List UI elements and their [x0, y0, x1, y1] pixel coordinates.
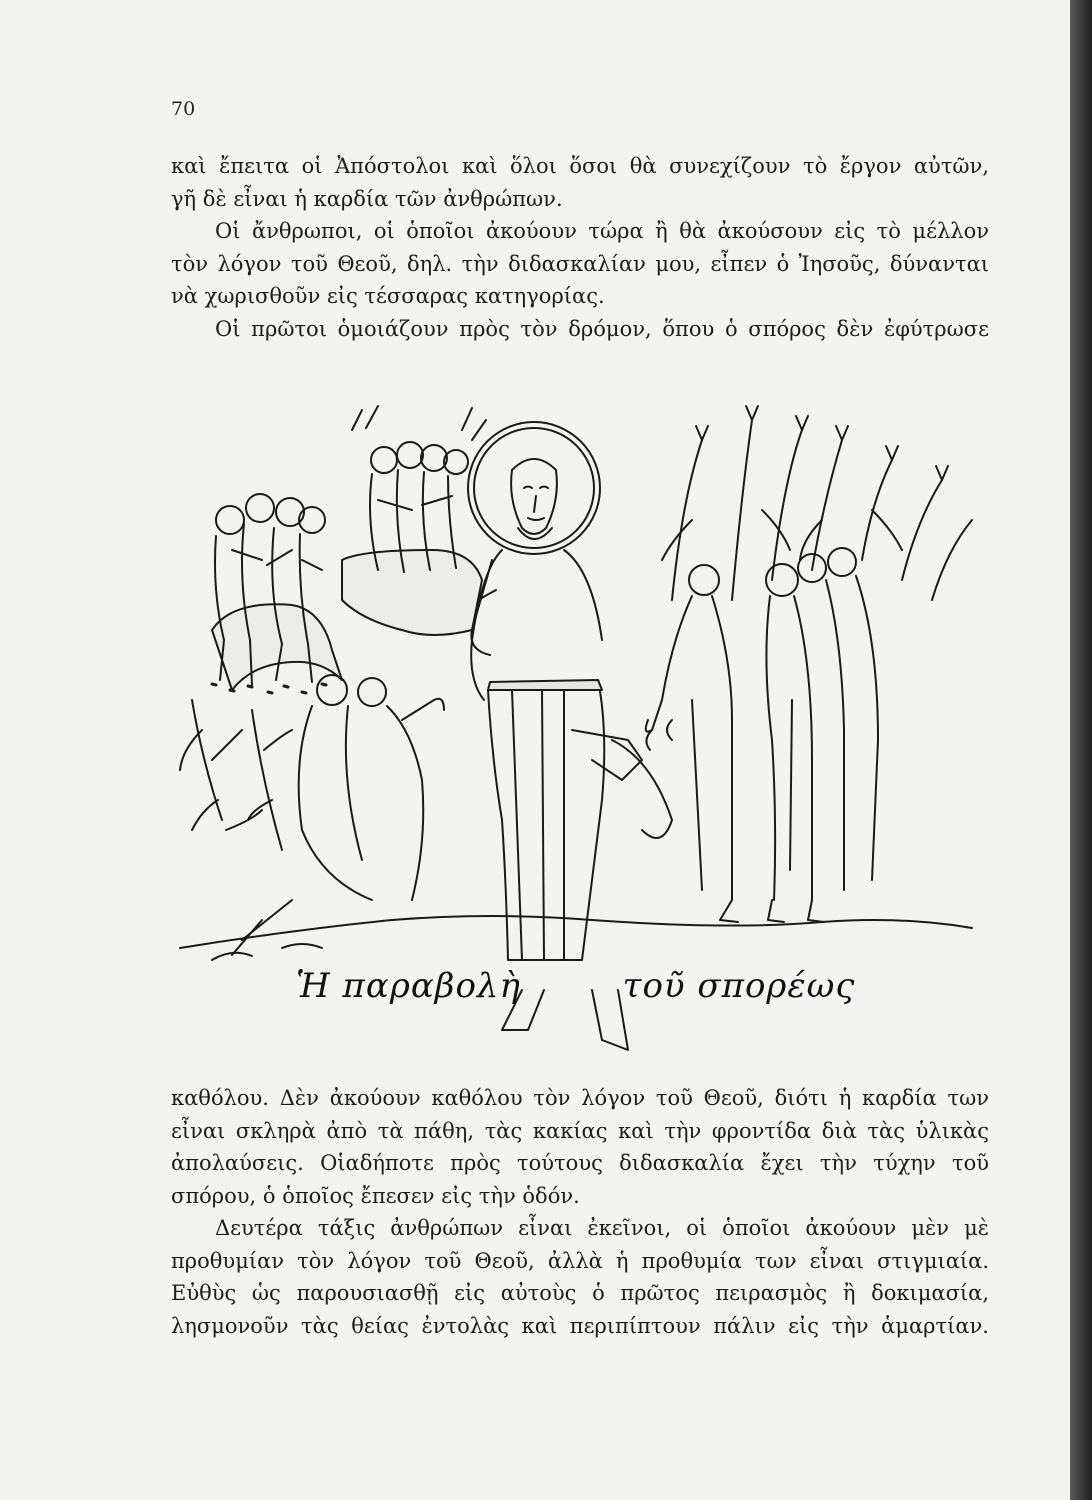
scattered-seeds	[212, 684, 326, 693]
standing-group-right	[646, 548, 878, 922]
text-line: Οἱ πρῶτοι ὁμοιάζουν πρὸς τὸν δρόμον, ὅπου ὁ σπόρος δὲν ἐφύτρωσε	[215, 316, 989, 341]
text-line: Εὐθὺς ὡς παρουσιασθῇ εἰς αὐτοὺς ὁ πρῶτος πειρασμὸς ἢ δοκιμασία,	[171, 1281, 989, 1305]
text-line: λησμονοῦν τὰς θείας ἐντολὰς καὶ περιπίπτουν πάλιν εἰς τὴν ἁμαρτίαν.	[171, 1313, 989, 1338]
text-line: προθυμίαν τὸν λόγον τοῦ Θεοῦ, ἀλλὰ ἡ προθυμία των εἶναι στιγμιαία.	[171, 1248, 989, 1273]
page-number: 70	[171, 98, 196, 120]
standing-group-top	[342, 406, 486, 635]
text-top	[171, 150, 989, 345]
wheat-field	[662, 406, 972, 600]
text-line: γῆ δὲ εἶναι ἡ καρδία τῶν ἀνθρώπων.	[171, 186, 563, 211]
text-bottom	[171, 1082, 989, 1342]
text-line: σπόρου, ὁ ὁποῖος ἔπεσεν εἰς τὴν ὁδόν.	[171, 1183, 580, 1208]
caption-part-2: τοῦ σπορέως	[622, 966, 856, 1006]
text-line: Δευτέρα τάξις ἀνθρώπων εἶναι ἐκεῖνοι, οἱ ὁποῖοι ἀκούουν μὲν μὲ	[215, 1216, 989, 1240]
text-line: εἶναι σκληρὰ ἀπὸ τὰ πάθη, τὰς κακίας καὶ τὴν φροντίδα διὰ τὰς ὑλικὰς	[171, 1118, 989, 1143]
kneeling-pair	[232, 675, 444, 955]
bushes-left	[180, 700, 292, 850]
page-edge-shadow	[1070, 0, 1092, 1500]
text-line: νὰ χωρισθοῦν εἰς τέσσαρας κατηγορίας.	[171, 284, 605, 308]
caption-part-1: Ἡ παραβολὴ	[296, 966, 521, 1006]
illustration-caption	[296, 966, 855, 1006]
text-line: καθόλου. Δὲν ἀκούουν καθόλου τὸν λόγον τοῦ Θεοῦ, διότι ἡ καρδία των	[171, 1086, 989, 1110]
seated-group-left	[212, 494, 342, 690]
text-line: ἀπολαύσεις. Οἱαδήποτε πρὸς τούτους διδασκαλία ἔχει τὴν τύχην τοῦ	[171, 1151, 989, 1175]
text-line: τὸν λόγον τοῦ Θεοῦ, δηλ. τὴν διδασκαλίαν μου, εἶπεν ὁ Ἰησοῦς, δύνανται	[171, 251, 989, 276]
text-line: καὶ ἔπειτα οἱ Ἀπόστολοι καὶ ὅλοι ὅσοι θὰ συνεχίζουν τὸ ἔργον αὐτῶν,	[171, 154, 989, 178]
christ-figure	[468, 422, 672, 1050]
text-line: Οἱ ἄνθρωποι, οἱ ὁποῖοι ἀκούουν τώρα ἢ θὰ ἀκούσουν εἰς τὸ μέλλον	[215, 219, 989, 243]
